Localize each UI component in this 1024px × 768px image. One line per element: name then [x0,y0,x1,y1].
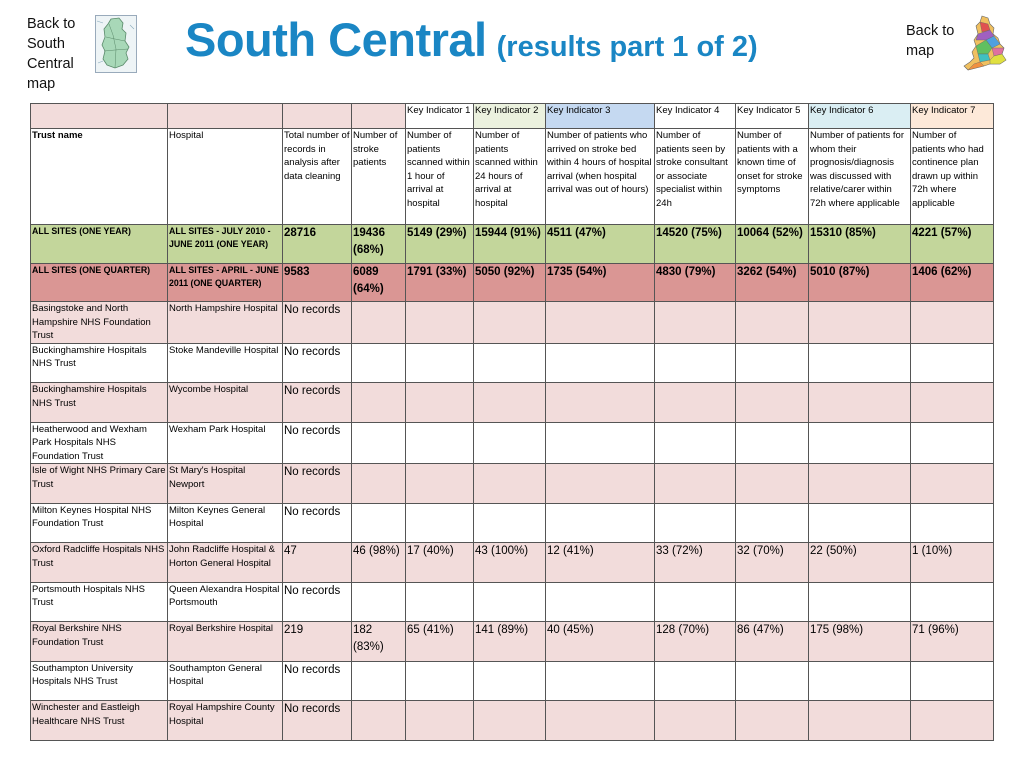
ki-cell [474,464,546,504]
ki-cell: 15310 (85%) [809,225,911,264]
ki-cell [736,582,809,622]
column-header: Number of patients seen by stroke consultant or associate specialist within 24h [655,129,736,225]
ki-cell [809,383,911,423]
ki-cell [474,422,546,464]
ki-cell: 5149 (29%) [406,225,474,264]
table-row [31,302,994,344]
ki-cell [655,343,736,383]
ki-cell [809,582,911,622]
ki-cell [911,422,994,464]
ki-cell: 1 (10%) [911,543,994,583]
ki-cell [736,302,809,344]
ki-cell [546,661,655,701]
summary-row-one-year [31,225,994,264]
blank-cell [283,104,352,129]
page-title-main: South Central [185,13,487,66]
table-row [31,503,994,543]
trust-cell: Buckinghamshire Hospitals NHS Trust [31,343,168,383]
page-title-sub: (results part 1 of 2) [496,31,758,63]
ki-cell: 4221 (57%) [911,225,994,264]
results-table [30,103,994,741]
hospital-cell: Royal Berkshire Hospital [168,622,283,662]
column-header: Number of patients for whom their prognosis/diagnosis was discussed with relative/carer within 72h where applicable [809,129,911,225]
total-records-cell: No records [283,464,352,504]
ki-cell: 86 (47%) [736,622,809,662]
ki-cell [406,383,474,423]
ki-cell: 10064 (52%) [736,225,809,264]
stroke-patients-cell [352,701,406,741]
total-records-cell: 47 [283,543,352,583]
hospital-cell: John Radcliffe Hospital & Horton General Hospital [168,543,283,583]
table-row [31,661,994,701]
ki-cell [911,503,994,543]
ki-cell [546,503,655,543]
key-indicator-6-header: Key Indicator 6 [809,104,911,129]
hospital-cell: ALL SITES - APRIL - JUNE 2011 (ONE QUARTER) [168,264,283,302]
total-records-cell: No records [283,582,352,622]
ki-cell: 32 (70%) [736,543,809,583]
stroke-patients-cell [352,343,406,383]
ki-cell [474,582,546,622]
ki-cell: 17 (40%) [406,543,474,583]
ki-cell [406,343,474,383]
hospital-cell: Southampton General Hospital [168,661,283,701]
total-records-cell: No records [283,701,352,741]
ki-cell: 1406 (62%) [911,264,994,302]
ki-cell [911,383,994,423]
blank-cell [31,104,168,129]
hospital-cell: Stoke Mandeville Hospital [168,343,283,383]
ki-cell [406,661,474,701]
key-indicator-row [31,104,994,129]
ki-cell [736,383,809,423]
page-title [185,12,758,67]
table-row [31,582,994,622]
ki-cell [406,302,474,344]
ki-cell: 4511 (47%) [546,225,655,264]
total-records-cell: No records [283,661,352,701]
ki-cell: 12 (41%) [546,543,655,583]
ki-cell [911,343,994,383]
trust-cell: Royal Berkshire NHS Foundation Trust [31,622,168,662]
ki-cell [546,464,655,504]
ki-cell [809,302,911,344]
ki-cell: 15944 (91%) [474,225,546,264]
summary-row-one-quarter [31,264,994,302]
trust-cell: Basingstoke and North Hampshire NHS Foundation Trust [31,302,168,344]
table-row [31,422,994,464]
ki-cell [655,701,736,741]
ki-cell [809,661,911,701]
trust-cell: Heatherwood and Wexham Park Hospitals NHS Foundation Trust [31,422,168,464]
ki-cell [474,383,546,423]
ki-cell [809,464,911,504]
blank-cell [168,104,283,129]
column-header: Number of patients with a known time of onset for stroke symptoms [736,129,809,225]
ki-cell: 43 (100%) [474,543,546,583]
ki-cell: 22 (50%) [809,543,911,583]
ki-cell [406,701,474,741]
ki-cell: 71 (96%) [911,622,994,662]
ki-cell [655,422,736,464]
ki-cell [911,302,994,344]
column-header-row [31,129,994,225]
column-header: Total number of records in analysis after data cleaning [283,129,352,225]
total-records-cell: 9583 [283,264,352,302]
stroke-patients-cell: 6089 (64%) [352,264,406,302]
ki-cell: 1735 (54%) [546,264,655,302]
trust-cell: Portsmouth Hospitals NHS Trust [31,582,168,622]
trust-cell: ALL SITES (ONE QUARTER) [31,264,168,302]
ki-cell [474,302,546,344]
column-header: Trust name [31,129,168,225]
total-records-cell: No records [283,422,352,464]
ki-cell [736,422,809,464]
ki-cell [655,661,736,701]
table-row [31,543,994,583]
trust-cell: Isle of Wight NHS Primary Care Trust [31,464,168,504]
hospital-cell: North Hampshire Hospital [168,302,283,344]
table-row [31,464,994,504]
ki-cell: 1791 (33%) [406,264,474,302]
back-to-map-link[interactable]: Back to map [906,23,955,59]
ki-cell [406,503,474,543]
stroke-patients-cell [352,422,406,464]
ki-cell: 40 (45%) [546,622,655,662]
hospital-cell: Wycombe Hospital [168,383,283,423]
hospital-cell: Wexham Park Hospital [168,422,283,464]
column-header: Number of patients who arrived on stroke bed within 4 hours of hospital arrival (when hospital arrival was out of hours) [546,129,655,225]
ki-cell [546,422,655,464]
stroke-patients-cell: 46 (98%) [352,543,406,583]
stroke-patients-cell: 19436 (68%) [352,225,406,264]
ki-cell [736,701,809,741]
trust-cell: Milton Keynes Hospital NHS Foundation Trust [31,503,168,543]
stroke-patients-cell [352,661,406,701]
england-map-thumbnail-icon[interactable] [960,14,1010,72]
ki-cell [546,302,655,344]
trust-cell: Oxford Radcliffe Hospitals NHS Trust [31,543,168,583]
ki-cell [911,701,994,741]
column-header: Number of stroke patients [352,129,406,225]
key-indicator-5-header: Key Indicator 5 [736,104,809,129]
ki-cell [474,661,546,701]
trust-cell: Southampton University Hospitals NHS Trust [31,661,168,701]
table-row [31,343,994,383]
ki-cell [809,343,911,383]
blank-cell [352,104,406,129]
ki-cell: 3262 (54%) [736,264,809,302]
total-records-cell: No records [283,343,352,383]
ki-cell [911,661,994,701]
table-row [31,622,994,662]
ki-cell [655,582,736,622]
table-row [31,701,994,741]
ki-cell: 5050 (92%) [474,264,546,302]
ki-cell [809,503,911,543]
ki-cell: 175 (98%) [809,622,911,662]
key-indicator-1-header: Key Indicator 1 [406,104,474,129]
ki-cell [546,701,655,741]
key-indicator-3-header: Key Indicator 3 [546,104,655,129]
ki-cell [406,582,474,622]
stroke-patients-cell [352,503,406,543]
total-records-cell: 28716 [283,225,352,264]
ki-cell [546,582,655,622]
column-header: Hospital [168,129,283,225]
ki-cell [546,383,655,423]
ki-cell [809,422,911,464]
ki-cell [546,343,655,383]
ki-cell [474,503,546,543]
ki-cell [474,343,546,383]
hospital-cell: Queen Alexandra Hospital Portsmouth [168,582,283,622]
column-header: Number of patients scanned within 1 hour of arrival at hospital [406,129,474,225]
hospital-cell: St Mary's Hospital Newport [168,464,283,504]
ki-cell [655,383,736,423]
ki-cell [736,661,809,701]
table-row [31,383,994,423]
key-indicator-7-header: Key Indicator 7 [911,104,994,129]
ki-cell [474,701,546,741]
hospital-cell: ALL SITES - JULY 2010 - JUNE 2011 (ONE YEAR) [168,225,283,264]
trust-cell: Winchester and Eastleigh Healthcare NHS Trust [31,701,168,741]
ki-cell [406,422,474,464]
ki-cell: 128 (70%) [655,622,736,662]
ki-cell [809,701,911,741]
ki-cell: 14520 (75%) [655,225,736,264]
ki-cell [655,302,736,344]
trust-cell: ALL SITES (ONE YEAR) [31,225,168,264]
hospital-cell: Royal Hampshire County Hospital [168,701,283,741]
stroke-patients-cell [352,582,406,622]
ki-cell [655,464,736,504]
ki-cell [911,582,994,622]
total-records-cell: No records [283,383,352,423]
trust-cell: Buckinghamshire Hospitals NHS Trust [31,383,168,423]
region-map-thumbnail-icon[interactable] [95,15,137,73]
stroke-patients-cell [352,302,406,344]
ki-cell [736,503,809,543]
total-records-cell: 219 [283,622,352,662]
ki-cell: 5010 (87%) [809,264,911,302]
ki-cell [655,503,736,543]
ki-cell: 141 (89%) [474,622,546,662]
ki-cell: 33 (72%) [655,543,736,583]
total-records-cell: No records [283,503,352,543]
ki-cell: 4830 (79%) [655,264,736,302]
hospital-cell: Milton Keynes General Hospital [168,503,283,543]
total-records-cell: No records [283,302,352,344]
column-header: Number of patients who had continence plan drawn up within 72h where applicable [911,129,994,225]
key-indicator-4-header: Key Indicator 4 [655,104,736,129]
ki-cell [406,464,474,504]
ki-cell: 65 (41%) [406,622,474,662]
back-to-region-map-link[interactable]: Back to South Central map [27,16,76,92]
stroke-patients-cell [352,464,406,504]
stroke-patients-cell [352,383,406,423]
key-indicator-2-header: Key Indicator 2 [474,104,546,129]
column-header: Number of patients scanned within 24 hours of arrival at hospital [474,129,546,225]
ki-cell [736,343,809,383]
stroke-patients-cell: 182 (83%) [352,622,406,662]
ki-cell [911,464,994,504]
ki-cell [736,464,809,504]
hospital-rows [31,302,994,741]
